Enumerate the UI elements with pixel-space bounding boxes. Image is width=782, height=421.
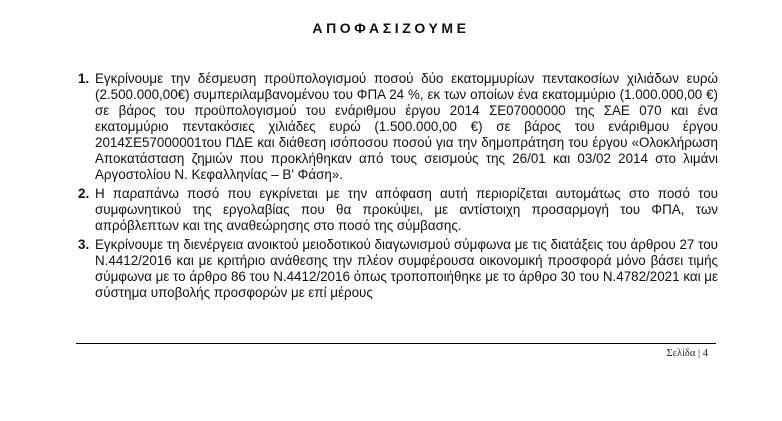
text-line: ενάριθμου έργου 2014ΣΕ57000001του ΠΔΕ και διάθεση ισόποσου ποσού για την δημοπράτηση — [95, 119, 718, 150]
text-line: Η παραπάνω ποσό που εγκρίνεται με την απόφαση αυτή περιορίζεται αυτομάτως στο ποσό του — [95, 186, 718, 201]
text-line: (1.000.000,00 €) σε βάρος του προϋπολογισμού του ενάριθμου έργου 2014 ΣΕ07000000 — [95, 87, 718, 118]
page-label: Σελίδα — [666, 348, 696, 359]
text-line: συμφωνητικού της εργολαβίας που θα προκύψει, με αντίστοιχη προσαρμογή του ΦΠΑ, των — [95, 202, 718, 217]
page-number: 4 — [702, 348, 708, 359]
text-line: του έργου «Ολοκλήρωση Αποκατάσταση ζημιών που προκλήθηκαν από τους σεισμούς της — [95, 135, 718, 166]
decision-item-2 — [78, 186, 718, 234]
text-line: με το άρθρο 30 του Ν.4782/2021 και με σύστημα υποβολής προσφορών με επί μέρους — [95, 269, 718, 300]
text-line: απρόβλεπτων και της αναθεώρησης στο ποσό της σύμβασης. — [95, 218, 462, 233]
item-text — [95, 71, 718, 183]
text-line: ευρώ (2.500.000,00€) συμπεριλαμβανομένου του ΦΠΑ 24 %, εκ των οποίων ένα εκατομμύριο — [95, 71, 718, 102]
text-line: Εγκρίνουμε τη διενέργεια ανοικτού μειοδοτικού διαγωνισμού σύμφωνα με τις διατάξεις του — [95, 237, 627, 252]
text-line: 26/01 και 03/02 2014 στο λιμάνι Αργοστολίου Ν. Κεφαλληνίας – Β' Φάση». — [95, 151, 718, 182]
decision-item-3 — [78, 237, 718, 301]
item-text — [95, 186, 718, 234]
text-line: άρθρου 27 του Ν.4412/2016 και με κριτήριο ανάθεσης την πλέον συμφέρουσα οικονομική — [95, 237, 718, 268]
item-text — [95, 237, 718, 301]
page-separator: | — [698, 348, 701, 359]
decision-item-1 — [78, 71, 718, 183]
item-number: 1. — [78, 71, 90, 86]
page-divider — [76, 343, 716, 344]
text-line: Εγκρίνουμε την δέσμευση προϋπολογισμού ποσού δύο εκατομμυρίων πεντακοσίων χιλιάδων — [95, 71, 679, 86]
item-number: 3. — [78, 237, 90, 252]
document-heading: ΑΠΟΦΑΣΙΖΟΥΜΕ — [312, 20, 470, 36]
item-number: 2. — [78, 186, 90, 201]
text-line: της ΣΑΕ 070 και ένα εκατομμύριο πεντακόσιες χιλιάδες ευρώ (1.500.000,00 €) σε βάρος του — [95, 103, 718, 134]
text-line: προσφορά μόνο βάσει τιμής σύμφωνα με το άρθρο 86 του Ν.4412/2016 όπως τροποποιήθηκε — [95, 253, 718, 284]
page-footer — [667, 348, 709, 359]
decision-list — [78, 71, 718, 304]
